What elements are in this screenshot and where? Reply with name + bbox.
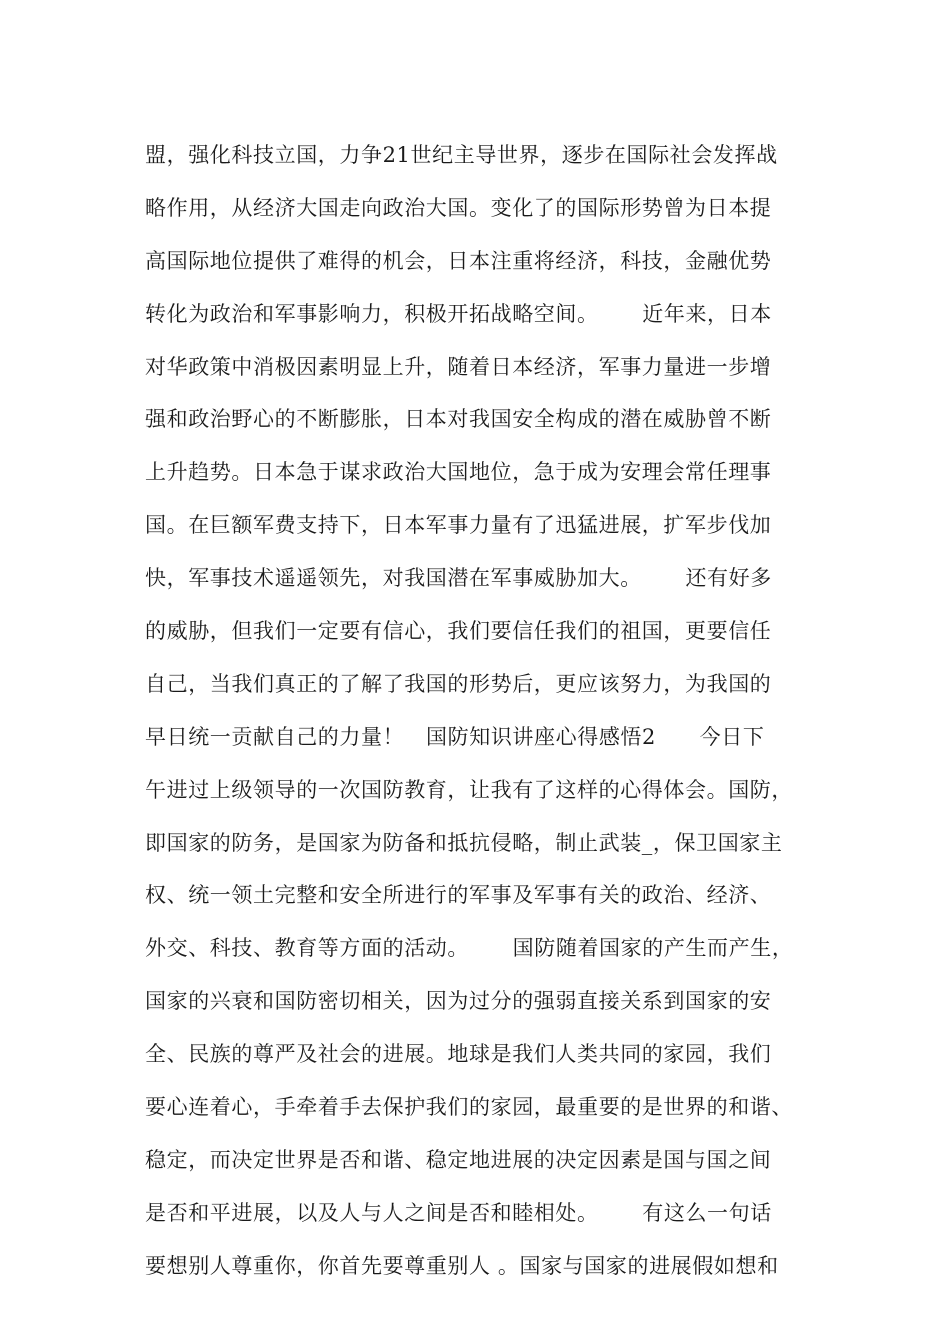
- text-line: 稳定，而决定世界是否和谐、稳定地进展的决定因素是国与国之间: [145, 1147, 772, 1172]
- text-line: 高国际地位提供了难得的机会，日本注重将经济，科技，金融优势: [145, 248, 772, 273]
- text-line: 权、统一领土完整和安全所进行的军事及军事有关的政治、经济、: [145, 883, 772, 908]
- text-line: 强和政治野心的不断膨胀，日本对我国安全构成的潜在威胁曾不断: [145, 407, 772, 432]
- text-line: 略作用，从经济大国走向政治大国。变化了的国际形势曾为日本提: [145, 195, 772, 220]
- text-line: 外交、科技、教育等方面的活动。 国防随着国家的产生而产生，: [145, 936, 794, 961]
- text-line: 盟，强化科技立国，力争21世纪主导世界，逐步在国际社会发挥战: [145, 143, 778, 167]
- text-line: 即国家的防务，是国家为防备和抵抗侵略，制止武装_，保卫国家主: [145, 830, 783, 855]
- body-text: [145, 129, 845, 1293]
- text-line: 上升趋势。日本急于谋求政治大国地位，急于成为安理会常任理事: [145, 460, 772, 485]
- text-line: 对华政策中消极因素明显上升，随着日本经济，军事力量进一步增: [145, 354, 772, 379]
- text-line: 的威胁，但我们一定要有信心，我们要信任我们的祖国，更要信任: [145, 619, 772, 644]
- text-line: 早日统一贡献自己的力量！ 国防知识讲座心得感悟2 今日下: [145, 724, 765, 749]
- text-line: 要想别人尊重你，你首先要尊重别人 。国家与国家的进展假如想和: [145, 1253, 779, 1278]
- text-line: 自己，当我们真正的了解了我国的形势后，更应该努力，为我国的: [145, 671, 772, 696]
- text-line: 是否和平进展，以及人与人之间是否和睦相处。 有这么一句话: [145, 1200, 772, 1225]
- text-line: 全、民族的尊严及社会的进展。地球是我们人类共同的家园，我们: [145, 1042, 772, 1067]
- text-line: 国家的兴衰和国防密切相关，因为过分的强弱直接关系到国家的安: [145, 989, 772, 1014]
- text-line: 午进过上级领导的一次国防教育，让我有了这样的心得体会。国防，: [145, 777, 793, 802]
- text-line: 国。在巨额军费支持下，日本军事力量有了迅猛进展，扩军步伐加: [145, 513, 772, 538]
- text-line: 要心连着心，手牵着手去保护我们的家园，最重要的是世界的和谐、: [145, 1095, 793, 1120]
- text-line: 快，军事技术遥遥领先，对我国潜在军事威胁加大。 还有好多: [145, 566, 772, 591]
- text-line: 转化为政治和军事影响力，积极开拓战略空间。 近年来，日本: [145, 301, 772, 326]
